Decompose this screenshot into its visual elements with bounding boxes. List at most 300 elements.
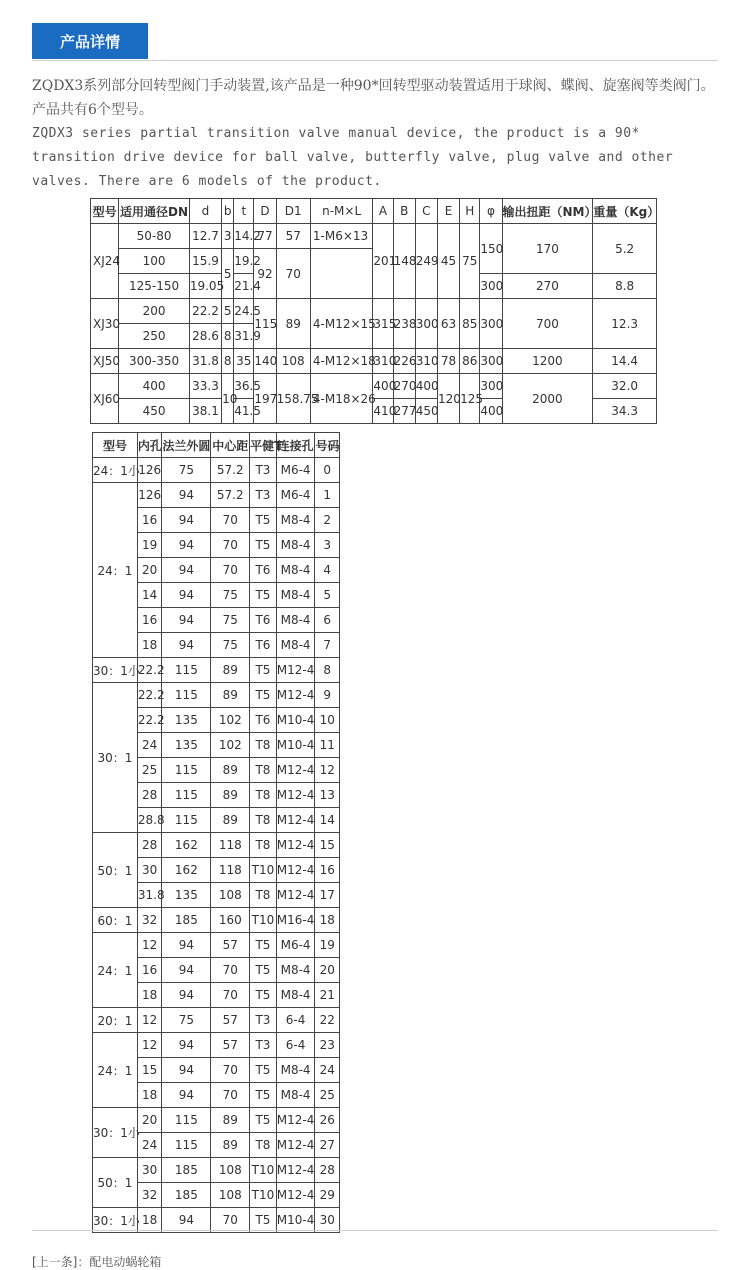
spec-header: D1: [276, 199, 310, 224]
spec-cell: 310: [373, 349, 393, 374]
spec-cell: 75: [460, 224, 480, 299]
code-cell: 18: [137, 1208, 161, 1233]
code-cell: 24: [137, 1133, 161, 1158]
spec-cell: 33.3: [189, 374, 221, 399]
spec-cell: 86: [460, 349, 480, 374]
code-cell: 115: [162, 808, 211, 833]
code-cell: 160: [211, 908, 250, 933]
spec-cell: 238: [393, 299, 415, 349]
spec-cell: 270: [393, 374, 415, 399]
code-cell: M12-4: [276, 1158, 315, 1183]
code-cell: 115: [162, 1133, 211, 1158]
tab-product-details[interactable]: 产品详情: [32, 23, 148, 59]
code-cell: 75: [211, 583, 250, 608]
code-cell: M12-4: [276, 833, 315, 858]
spec-header: C: [415, 199, 437, 224]
code-cell: 162: [162, 833, 211, 858]
spec-header: 重量（Kg）: [593, 199, 657, 224]
code-cell: 8: [315, 658, 340, 683]
code-cell: M10-4: [276, 708, 315, 733]
code-cell: 118: [211, 833, 250, 858]
code-header: 连接孔: [276, 433, 315, 458]
spec-cell: 22.2: [189, 299, 221, 324]
code-cell: 16: [137, 958, 161, 983]
code-model: 24：1: [93, 483, 138, 658]
code-cell: 102: [211, 708, 250, 733]
code-cell: 15: [137, 1058, 161, 1083]
table-row: [93, 1208, 340, 1233]
code-cell: 94: [162, 633, 211, 658]
table-row: [93, 458, 340, 483]
spec-cell: 400: [480, 399, 502, 424]
spec-cell: 125: [460, 374, 480, 424]
code-cell: 25: [137, 758, 161, 783]
code-cell: T5: [250, 1108, 277, 1133]
spec-cell: 450: [119, 399, 190, 424]
code-cell: T6: [250, 633, 277, 658]
code-cell: 17: [315, 883, 340, 908]
code-cell: M8-4: [276, 1083, 315, 1108]
code-cell: T5: [250, 1208, 277, 1233]
spec-model: XJ60: [91, 374, 119, 424]
code-cell: 14: [315, 808, 340, 833]
spec-cell: 300: [415, 299, 437, 349]
spec-cell: 50-80: [119, 224, 190, 249]
spec-cell: 28.6: [189, 324, 221, 349]
spec-cell: 4-M12×18: [310, 349, 373, 374]
code-cell: M8-4: [276, 983, 315, 1008]
code-model: 24：1: [93, 933, 138, 1008]
code-cell: M8-4: [276, 958, 315, 983]
code-cell: M12-4: [276, 883, 315, 908]
code-cell: M8-4: [276, 533, 315, 558]
spec-table: [90, 198, 660, 424]
code-cell: M12-4: [276, 783, 315, 808]
code-cell: 22: [315, 1008, 340, 1033]
code-cell: T8: [250, 758, 277, 783]
spec-cell: 14.4: [593, 349, 657, 374]
spec-header: d: [189, 199, 221, 224]
table-row: [93, 683, 340, 708]
code-cell: 12: [137, 1008, 161, 1033]
code-cell: 94: [162, 508, 211, 533]
spec-cell: 226: [393, 349, 415, 374]
footer-divider: [32, 1230, 718, 1231]
code-cell: T10: [250, 908, 277, 933]
spec-cell: 5.2: [593, 224, 657, 274]
spec-header: t: [234, 199, 254, 224]
code-cell: 21: [315, 983, 340, 1008]
spec-cell: 78: [437, 349, 459, 374]
code-cell: 70: [211, 1208, 250, 1233]
code-cell: M12-4: [276, 758, 315, 783]
spec-cell: 300: [480, 349, 502, 374]
code-cell: 185: [162, 1158, 211, 1183]
spec-cell: 310: [415, 349, 437, 374]
code-cell: T5: [250, 583, 277, 608]
code-header: 内孔: [137, 433, 161, 458]
code-cell: 115: [162, 783, 211, 808]
code-cell: 12: [315, 758, 340, 783]
code-cell: 24: [315, 1058, 340, 1083]
code-cell: 94: [162, 1058, 211, 1083]
spec-cell: 1200: [502, 349, 593, 374]
code-model: 24：1: [93, 1033, 138, 1108]
code-cell: 115: [162, 1108, 211, 1133]
code-cell: 18: [315, 908, 340, 933]
spec-cell: 4-M12×15: [310, 299, 373, 349]
spec-cell: 10: [222, 374, 234, 424]
table-row: [91, 224, 657, 249]
spec-cell: 400: [415, 374, 437, 399]
code-cell: M8-4: [276, 508, 315, 533]
spec-cell: 250: [119, 324, 190, 349]
code-cell: 15: [315, 833, 340, 858]
code-cell: 13: [315, 783, 340, 808]
spec-cell: 200: [119, 299, 190, 324]
spec-header: 输出扭距（NM）: [502, 199, 593, 224]
code-cell: 89: [211, 1108, 250, 1133]
table-row: [91, 349, 657, 374]
code-cell: 28: [137, 833, 161, 858]
product-description: [32, 74, 722, 194]
code-cell: 20: [315, 958, 340, 983]
spec-cell: 12.7: [189, 224, 221, 249]
code-cell: 94: [162, 558, 211, 583]
code-cell: 29: [315, 1183, 340, 1208]
code-cell: 108: [211, 883, 250, 908]
spec-cell: 120: [437, 374, 459, 424]
code-cell: 108: [211, 1158, 250, 1183]
spec-cell: 8.8: [593, 274, 657, 299]
code-cell: M12-4: [276, 658, 315, 683]
spec-cell: 32.0: [593, 374, 657, 399]
code-cell: M12-4: [276, 1183, 315, 1208]
code-cell: 70: [211, 508, 250, 533]
spec-cell: 92: [254, 249, 276, 299]
code-cell: 6-4: [276, 1033, 315, 1058]
code-cell: T5: [250, 958, 277, 983]
spec-cell: 85: [460, 299, 480, 349]
code-cell: 70: [211, 983, 250, 1008]
code-model: 20：1: [93, 1008, 138, 1033]
code-cell: T6: [250, 708, 277, 733]
code-cell: 94: [162, 983, 211, 1008]
spec-cell: 31.8: [189, 349, 221, 374]
code-cell: M12-4: [276, 683, 315, 708]
description-en: ZQDX3 series partial transition valve manual device, the product is a 90* transition drive device for ball valve, butterfly valve, plug valve and other valves. There are 6 models of the product.: [32, 126, 674, 189]
spec-cell: 125-150: [119, 274, 190, 299]
code-cell: M6-4: [276, 483, 315, 508]
spec-header: B: [393, 199, 415, 224]
spec-cell: 400: [373, 374, 393, 399]
code-cell: 185: [162, 1183, 211, 1208]
spec-cell: 300: [480, 299, 502, 349]
spec-model: XJ50: [91, 349, 119, 374]
code-cell: T8: [250, 1133, 277, 1158]
code-cell: M8-4: [276, 583, 315, 608]
spec-cell: 57: [276, 224, 310, 249]
spec-cell: 201: [373, 224, 393, 299]
code-cell: 94: [162, 608, 211, 633]
code-cell: 19: [137, 533, 161, 558]
code-cell: T5: [250, 683, 277, 708]
code-cell: 27: [315, 1133, 340, 1158]
code-header: 中心距: [211, 433, 250, 458]
spec-cell: 170: [502, 224, 593, 274]
code-cell: M12-4: [276, 808, 315, 833]
spec-model: XJ30: [91, 299, 119, 349]
code-cell: 126: [137, 483, 161, 508]
code-cell: 57: [211, 1033, 250, 1058]
spec-cell: 300-350: [119, 349, 190, 374]
code-cell: 89: [211, 808, 250, 833]
spec-cell: 31.9: [234, 324, 254, 349]
code-table: [92, 432, 340, 1233]
spec-cell: 197: [254, 374, 276, 424]
code-cell: 20: [137, 1108, 161, 1133]
code-cell: 14: [137, 583, 161, 608]
code-cell: 75: [162, 1008, 211, 1033]
code-cell: 23: [315, 1033, 340, 1058]
spec-cell: 108: [276, 349, 310, 374]
code-cell: 75: [162, 458, 211, 483]
code-cell: 28: [315, 1158, 340, 1183]
spec-cell: 35: [234, 349, 254, 374]
spec-cell: 19.2: [234, 249, 254, 274]
spec-cell: 12.3: [593, 299, 657, 349]
spec-cell: 38.1: [189, 399, 221, 424]
table-row: [93, 483, 340, 508]
code-header: 号码: [315, 433, 340, 458]
spec-cell: 410: [373, 399, 393, 424]
code-cell: M8-4: [276, 558, 315, 583]
code-cell: T5: [250, 983, 277, 1008]
spec-cell: 5: [222, 249, 234, 299]
code-cell: 16: [137, 508, 161, 533]
spec-header: 型号: [91, 199, 119, 224]
spec-cell: 14.2: [234, 224, 254, 249]
code-model: 30：1小: [93, 1208, 138, 1233]
code-cell: 31.8: [137, 883, 161, 908]
code-cell: M8-4: [276, 633, 315, 658]
code-cell: 89: [211, 758, 250, 783]
code-cell: 32: [137, 908, 161, 933]
table-row: [91, 374, 657, 399]
spec-cell: 24.5: [234, 299, 254, 324]
table-row: [93, 933, 340, 958]
code-cell: T5: [250, 658, 277, 683]
code-cell: 32: [137, 1183, 161, 1208]
code-cell: 19: [315, 933, 340, 958]
table-row: [93, 1158, 340, 1183]
spec-header: D: [254, 199, 276, 224]
code-cell: 115: [162, 758, 211, 783]
code-cell: T8: [250, 808, 277, 833]
spec-cell: 100: [119, 249, 190, 274]
code-model: 60：1: [93, 908, 138, 933]
code-cell: T6: [250, 608, 277, 633]
code-header: 平健T: [250, 433, 277, 458]
code-cell: 18: [137, 983, 161, 1008]
spec-cell: 34.3: [593, 399, 657, 424]
table-row: [91, 299, 657, 324]
code-cell: 94: [162, 933, 211, 958]
code-cell: 94: [162, 958, 211, 983]
code-cell: M6-4: [276, 458, 315, 483]
spec-cell: 249: [415, 224, 437, 299]
code-model: 30：1: [93, 683, 138, 833]
code-cell: 4: [315, 558, 340, 583]
spec-cell: 158.75: [276, 374, 310, 424]
code-cell: 75: [211, 608, 250, 633]
code-model: 30：1小: [93, 1108, 138, 1158]
code-cell: 24: [137, 733, 161, 758]
spec-cell: 36.5: [234, 374, 254, 399]
spec-cell: 148: [393, 224, 415, 299]
code-cell: M8-4: [276, 1058, 315, 1083]
code-cell: 10: [315, 708, 340, 733]
code-cell: 70: [211, 533, 250, 558]
spec-cell: 1-M6×13: [310, 224, 373, 249]
code-cell: 6: [315, 608, 340, 633]
spec-cell: 8: [222, 349, 234, 374]
code-cell: 22.2: [137, 683, 161, 708]
prev-article-link[interactable]: [上一条]：配电动蜗轮箱: [32, 1255, 162, 1269]
spec-cell: 41.5: [234, 399, 254, 424]
code-cell: 115: [162, 658, 211, 683]
spec-cell: 3: [222, 224, 234, 249]
spec-header: A: [373, 199, 393, 224]
code-cell: 135: [162, 883, 211, 908]
code-cell: T8: [250, 733, 277, 758]
code-cell: 2: [315, 508, 340, 533]
code-cell: 30: [137, 1158, 161, 1183]
code-cell: 7: [315, 633, 340, 658]
code-cell: T10: [250, 858, 277, 883]
spec-cell: 21.4: [234, 274, 254, 299]
spec-cell: [310, 249, 373, 299]
spec-cell: 63: [437, 299, 459, 349]
code-cell: M12-4: [276, 858, 315, 883]
code-cell: 89: [211, 683, 250, 708]
code-cell: 115: [162, 683, 211, 708]
code-cell: 70: [211, 958, 250, 983]
spec-cell: 19.05: [189, 274, 221, 299]
spec-cell: 8: [222, 324, 234, 349]
code-cell: T5: [250, 933, 277, 958]
code-cell: 12: [137, 1033, 161, 1058]
spec-cell: 270: [502, 274, 593, 299]
code-cell: M6-4: [276, 933, 315, 958]
code-cell: 22.2: [137, 658, 161, 683]
spec-cell: 150: [480, 224, 502, 274]
code-cell: T5: [250, 1058, 277, 1083]
spec-cell: 4-M18×26: [310, 374, 373, 424]
code-cell: 108: [211, 1183, 250, 1208]
code-cell: 30: [137, 858, 161, 883]
code-cell: M10-4: [276, 733, 315, 758]
code-cell: M12-4: [276, 1133, 315, 1158]
spec-cell: 5: [222, 299, 234, 324]
code-cell: T10: [250, 1183, 277, 1208]
code-cell: 75: [211, 633, 250, 658]
code-cell: 89: [211, 658, 250, 683]
code-cell: T3: [250, 1008, 277, 1033]
table-row: [93, 1008, 340, 1033]
code-cell: 70: [211, 558, 250, 583]
code-cell: 28.8: [137, 808, 161, 833]
code-cell: 94: [162, 1083, 211, 1108]
code-cell: 3: [315, 533, 340, 558]
code-cell: 20: [137, 558, 161, 583]
code-cell: 102: [211, 733, 250, 758]
spec-header: n-M×L: [310, 199, 373, 224]
code-cell: 70: [211, 1083, 250, 1108]
code-cell: 12: [137, 933, 161, 958]
spec-cell: 140: [254, 349, 276, 374]
code-cell: 57.2: [211, 458, 250, 483]
code-table-body: [93, 458, 340, 1233]
spec-header: H: [460, 199, 480, 224]
spec-cell: 400: [119, 374, 190, 399]
spec-cell: 450: [415, 399, 437, 424]
code-cell: 89: [211, 1133, 250, 1158]
code-cell: 185: [162, 908, 211, 933]
code-cell: 0: [315, 458, 340, 483]
table-row: [93, 1033, 340, 1058]
code-cell: T3: [250, 483, 277, 508]
code-cell: T6: [250, 558, 277, 583]
spec-cell: 2000: [502, 374, 593, 424]
code-cell: 118: [211, 858, 250, 883]
code-cell: 57: [211, 933, 250, 958]
code-header: 型号: [93, 433, 138, 458]
spec-cell: 300: [480, 374, 502, 399]
code-cell: 30: [315, 1208, 340, 1233]
code-cell: T10: [250, 1158, 277, 1183]
table-row: [93, 1108, 340, 1133]
code-cell: T5: [250, 533, 277, 558]
spec-cell: 45: [437, 224, 459, 299]
spec-cell: 15.9: [189, 249, 221, 274]
spec-header: b: [222, 199, 234, 224]
code-cell: 94: [162, 1208, 211, 1233]
code-cell: T3: [250, 1033, 277, 1058]
code-cell: 94: [162, 483, 211, 508]
code-cell: 57.2: [211, 483, 250, 508]
code-cell: 9: [315, 683, 340, 708]
spec-cell: 315: [373, 299, 393, 349]
spec-model: XJ24: [91, 224, 119, 299]
code-cell: 6-4: [276, 1008, 315, 1033]
tab-bar: [32, 0, 718, 61]
code-cell: M16-4: [276, 908, 315, 933]
description-zh: ZQDX3系列部分回转型阀门手动装置,该产品是一种90*回转型驱动装置适用于球阀、蝶阀、旋塞阀等类阀门。产品共有6个型号。: [32, 78, 715, 118]
spec-cell: 89: [276, 299, 310, 349]
code-cell: 135: [162, 733, 211, 758]
code-cell: 94: [162, 583, 211, 608]
spec-header: E: [437, 199, 459, 224]
spec-cell: 300: [480, 274, 502, 299]
code-cell: 25: [315, 1083, 340, 1108]
code-cell: M10-4: [276, 1208, 315, 1233]
code-cell: T8: [250, 833, 277, 858]
code-cell: 11: [315, 733, 340, 758]
code-cell: 18: [137, 633, 161, 658]
code-cell: T3: [250, 458, 277, 483]
code-cell: 22.2: [137, 708, 161, 733]
